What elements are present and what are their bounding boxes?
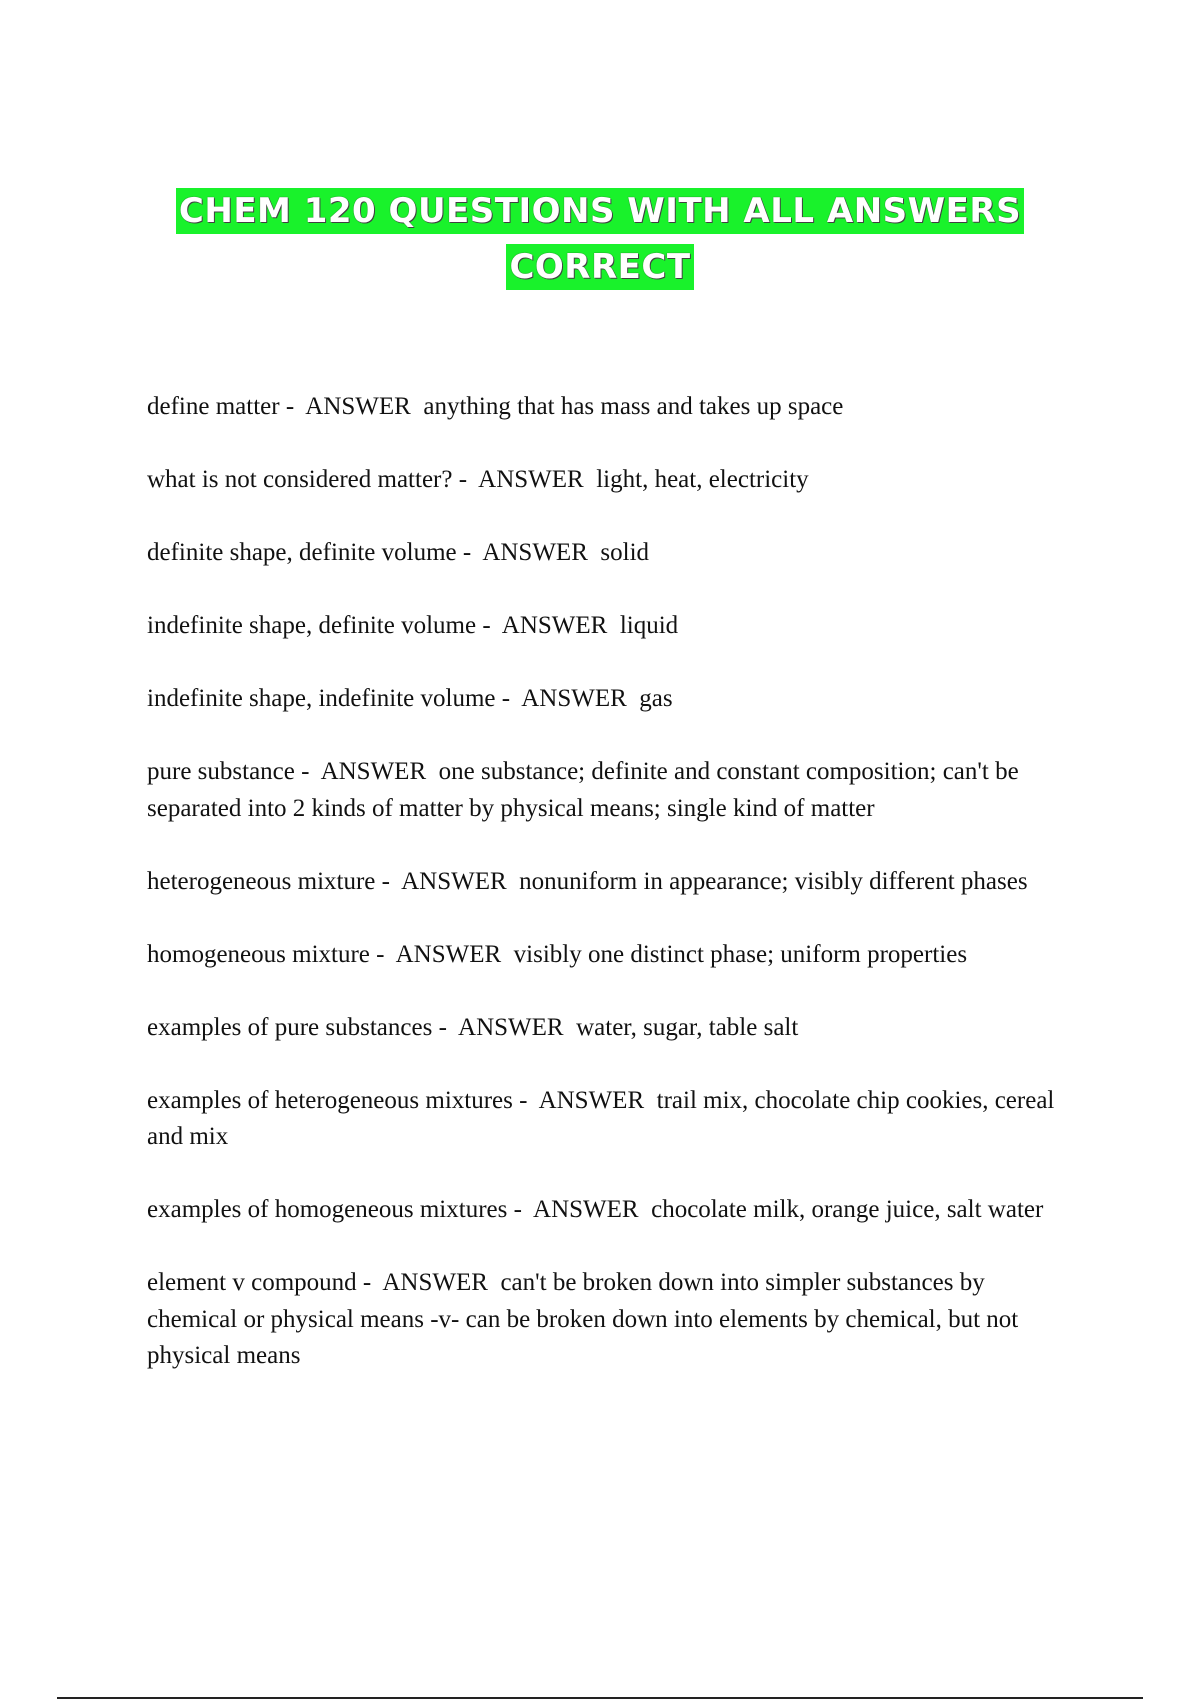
qa-answer-marker: ANSWER [501, 612, 608, 639]
qa-question: what is not considered matter? [147, 466, 453, 493]
qa-item: examples of pure substances - ANSWER water, sugar, table salt [147, 1013, 799, 1041]
qa-item: definite shape, definite volume - ANSWER solid [147, 539, 650, 566]
qa-item: what is not considered matter? - ANSWER light, heat, electricity [147, 466, 809, 493]
qa-answer: trail mix, chocolate chip cookies, cereal and mix [147, 1086, 1055, 1150]
qa-question: indefinite shape, definite volume [147, 612, 477, 639]
qa-item: examples of homogeneous mixtures - ANSWER chocolate milk, orange juice, salt water [147, 1196, 1044, 1223]
qa-question: examples of heterogeneous mixtures [147, 1086, 513, 1114]
qa-question: heterogeneous mixture [147, 867, 376, 895]
qa-answer-marker: ANSWER [382, 1269, 488, 1296]
qa-answer: nonuniform in appearance; visibly different phases [519, 867, 1028, 895]
qa-answer: liquid [619, 612, 679, 639]
qa-question: element v compound [147, 1269, 357, 1296]
qa-answer-marker: ANSWER [458, 1013, 564, 1041]
qa-answer: water, sugar, table salt [576, 1013, 799, 1041]
qa-item: element v compound - ANSWER can't be broken down into simpler substances by chemical or physical means -v- can be broken down into elements by chemical, but not physical means [147, 1269, 1019, 1369]
qa-item: pure substance - ANSWER one substance; definite and constant composition; can't be separated into 2 kinds of matter by physical means; single kind of matter [147, 758, 1019, 822]
qa-question: examples of homogeneous mixtures [147, 1196, 508, 1223]
qa-item: homogeneous mixture - ANSWER visibly one distinct phase; uniform properties [147, 940, 968, 968]
qa-item: indefinite shape, indefinite volume - ANSWER gas [147, 685, 673, 712]
qa-answer-marker: ANSWER [478, 466, 584, 493]
title-line-1: CHEM 120 QUESTIONS WITH ALL ANSWERS [176, 188, 1024, 234]
qa-answer: one substance; definite and constant composition; can't be separated into 2 kinds of matter by physical means; single kind of matter [147, 758, 1019, 822]
qa-question: definite shape, definite volume [147, 539, 457, 566]
qa-item: examples of heterogeneous mixtures - ANSWER trail mix, chocolate chip cookies, cereal and mix [147, 1086, 1055, 1150]
qa-answer: solid [600, 539, 650, 566]
footer-divider [57, 1697, 1143, 1699]
qa-question: indefinite shape, indefinite volume [147, 685, 496, 712]
document-title [0, 183, 1200, 295]
qa-question: pure substance [147, 758, 295, 785]
qa-answer-marker: ANSWER [538, 1086, 645, 1114]
qa-question: homogeneous mixture [147, 940, 370, 968]
title-line-2: CORRECT [506, 244, 693, 290]
qa-answer-marker: ANSWER [533, 1196, 639, 1223]
qa-answer-marker: ANSWER [401, 867, 507, 895]
qa-answer: gas [639, 685, 673, 712]
qa-question: define matter [147, 393, 280, 420]
qa-item: heterogeneous mixture - ANSWER nonuniform in appearance; visibly different phases [147, 867, 1028, 895]
qa-answer-marker: ANSWER [521, 685, 627, 712]
qa-answer-marker: ANSWER [482, 539, 588, 566]
qa-item: define matter - ANSWER anything that has mass and takes up space [147, 393, 844, 420]
qa-item: indefinite shape, definite volume - ANSWER liquid [147, 612, 679, 639]
qa-answer: chocolate milk, orange juice, salt water [651, 1196, 1044, 1223]
qa-answer-marker: ANSWER [320, 758, 427, 785]
qa-answer: anything that has mass and takes up space [423, 393, 844, 420]
qa-answer-marker: ANSWER [395, 940, 502, 968]
qa-answer: light, heat, electricity [596, 466, 809, 493]
qa-question: examples of pure substances [147, 1013, 433, 1041]
qa-answer-marker: ANSWER [305, 393, 411, 420]
qa-answer: can't be broken down into simpler substances by chemical or physical means -v- can be broken down into elements by chemical, but not physical means [147, 1269, 1019, 1369]
qa-list [147, 389, 1077, 1411]
qa-answer: visibly one distinct phase; uniform properties [513, 940, 968, 968]
